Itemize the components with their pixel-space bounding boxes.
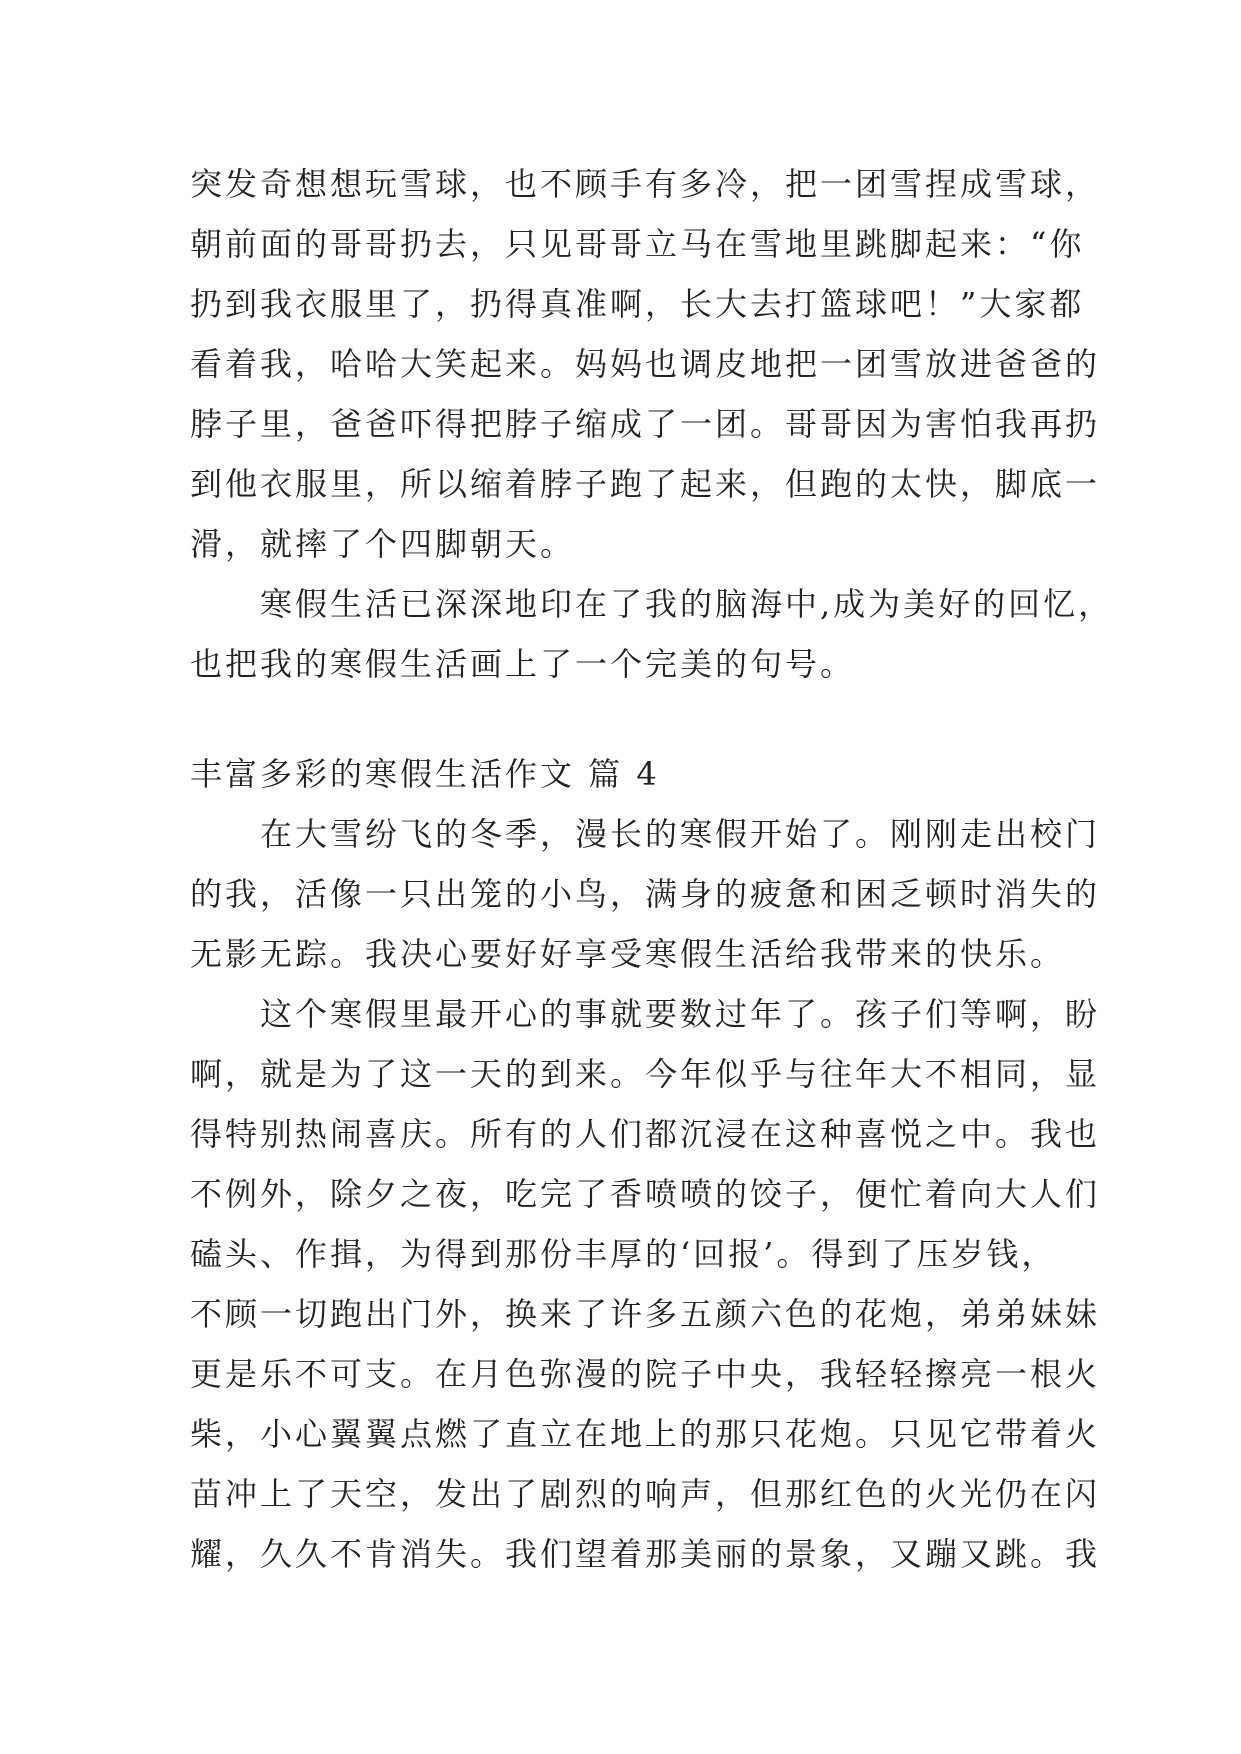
text-line: 看着我，哈哈大笑起来。妈妈也调皮地把一团雪放进爸爸的 xyxy=(190,345,1101,383)
text-line: 也把我的寒假生活画上了一个完美的句号。 xyxy=(190,645,856,683)
text-line: 啊，就是为了这一天的到来。今年似乎与往年大不相同，显 xyxy=(190,1055,1101,1093)
text-line: 不例外，除夕之夜，吃完了香喷喷的饺子，便忙着向大人们 xyxy=(190,1175,1101,1213)
text-line: 苗冲上了天空，发出了剧烈的响声，但那红色的火光仍在闪 xyxy=(190,1475,1101,1513)
text-line: 的我，活像一只出笼的小鸟，满身的疲惫和困乏顿时消失的 xyxy=(190,875,1101,913)
text-line: 到他衣服里，所以缩着脖子跑了起来，但跑的太快，脚底一 xyxy=(190,465,1101,503)
text-line: 扔到我衣服里了，扔得真准啊，长大去打篮球吧！”大家都 xyxy=(190,285,1085,323)
text-line: 得特别热闹喜庆。所有的人们都沉浸在这种喜悦之中。我也 xyxy=(190,1115,1101,1153)
text-line: 更是乐不可支。在月色弥漫的院子中央，我轻轻擦亮一根火 xyxy=(190,1355,1101,1393)
text-line: 柴，小心翼翼点燃了直立在地上的那只花炮。只见它带着火 xyxy=(190,1415,1101,1453)
text-line: 脖子里，爸爸吓得把脖子缩成了一团。哥哥因为害怕我再扔 xyxy=(190,405,1101,443)
text-line: 突发奇想想玩雪球，也不顾手有多冷，把一团雪捏成雪球， xyxy=(190,165,1101,203)
text-line: 朝前面的哥哥扔去，只见哥哥立马在雪地里跳脚起来：“你 xyxy=(190,225,1085,263)
text-line: 无影无踪。我决心要好好享受寒假生活给我带来的快乐。 xyxy=(190,935,1066,973)
text-line: 在大雪纷飞的冬季，漫长的寒假开始了。刚刚走出校门 xyxy=(190,815,1101,853)
text-line: 磕头、作揖，为得到那份丰厚的‘回报’。得到了压岁钱， xyxy=(190,1235,1057,1273)
text-line: 这个寒假里最开心的事就要数过年了。孩子们等啊，盼 xyxy=(190,995,1101,1033)
text-line: 滑，就摔了个四脚朝天。 xyxy=(190,525,576,563)
section-heading: 丰富多彩的寒假生活作文 篇 4 xyxy=(190,755,660,793)
text-line: 寒假生活已深深地印在了我的脑海中,成为美好的回忆， xyxy=(190,585,1114,623)
text-line: 耀，久久不肯消失。我们望着那美丽的景象，又蹦又跳。我 xyxy=(190,1535,1101,1573)
text-line: 不顾一切跑出门外，换来了许多五颜六色的花炮，弟弟妹妹 xyxy=(190,1295,1101,1333)
